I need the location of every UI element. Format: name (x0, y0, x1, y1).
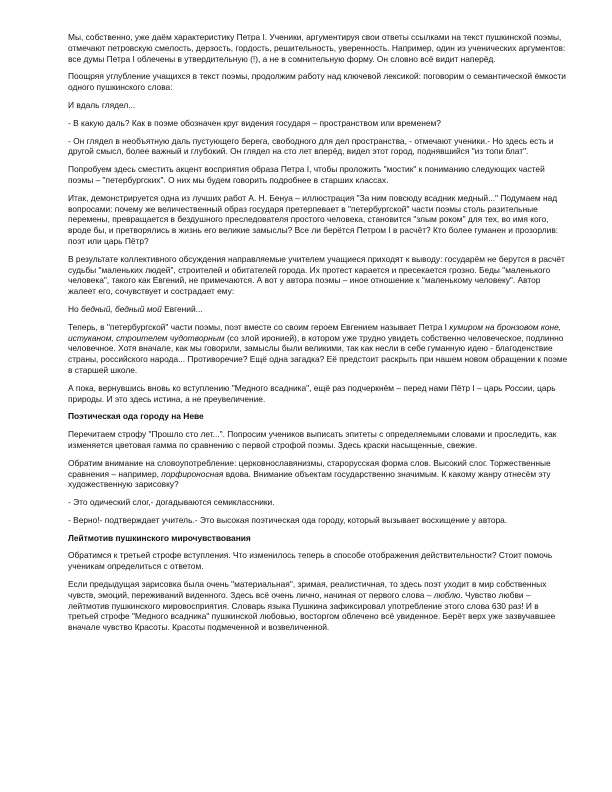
quote-poor-evgeny-italic: бедный, бедный мой (81, 303, 162, 314)
paragraph-teacher-confirms: - Верно!- подтверждает учитель.- Это высокая поэтическая ода городу, который вызывает восхищение у автора. (68, 514, 508, 525)
paragraph-collective-discussion: В результате коллективного обсуждения направляемые учителем учащиеся приходят к выводу: государём не берутся в расчёт судьбы "маленьких людей", строителей и обитателей города. Их протест карается и пресекается грозно. Беды "маленького человека", такого как Евгений, не примечаются. А вот у автора поэмы – иное отношение к "маленькому человеку". Автор жалеет его, сочувствует и сострадает ему: (68, 253, 565, 297)
paragraph-odic-style: - Это одический слог,- догадываются семиклассники. (68, 497, 275, 508)
quote-poor-evgeny-post: Евгений... (161, 303, 203, 314)
paragraph-benois-illustration: Итак, демонстрируется одна из лучших работ А. Н. Бенуа – иллюстрация "За ним повсюду всадник медный..." Подумаем над вопросами: почему же величественный образ государя претерпевает в "петербургской" части поэмы столь разительные перемены, превращается в бездушного преследователя простого человека, становится "злым роком" для тех, во имя кого, вроде бы, и претворялись в жизнь его великие замыслы? Все ли берётся Петром I в расчёт? Кто более гуманен и прозорлив: поэт или царь Пётр? (68, 192, 559, 246)
love-leitmotif-end: . Чувство любви – лейтмотив пушкинского мировосприятия. Словарь языка Пушкина зафиксировал употребление этого слова 630 раз! И в третьей строфе "Медного всадника" пушкинской любовью, восторгом облечено всё увиденное. Берёт верх уже зазвучавшее вначале чувство Красоты. Красоты подмеченной и возвеличенной. (68, 589, 556, 633)
paragraph-key-vocabulary: Поощряя углубление учащихся в текст поэмы, продолжим работу над ключевой лексикой: поговорим о семантической ёмкости одного пушкинского слова: (68, 71, 566, 93)
section-heading-leitmotif: Лейтмотив пушкинского мирочувствования (68, 532, 251, 543)
paragraph-reread-stanza: Перечитаем строфу "Прошло сто лет...". Попросим учеников выписать эпитеты с определяемыми словами и проследить, как изменяется цветовая гамма по сравнению с первой строфой поэмы. Здесь краски насыщенные, свежие. (68, 429, 557, 450)
petersburg-part-end: (со злой иронией), в котором уже трудно увидеть собственно человеческое, подлинно человечное. Хотя вначале, как мы говорили, замыслы были великими, так как несли в себе гуманную идею - благоденствие страны, российского народа... Противоречие? Ещё одна загадка? Её предстоит раскрыть при нашем новом обращении к поэме в старшей школе. (68, 332, 568, 375)
love-leitmotif-italic: люблю (433, 589, 461, 600)
paragraph-petersburg-part (68, 322, 570, 376)
paragraph-third-stanza: Обратимся к третьей строфе вступления. Что изменилось теперь в способе отображения действительности? Стоит помочь ученикам определиться с ответом. (68, 550, 553, 572)
word-usage-start: Обратим внимание на словоупотребление: церковнославянизмы, старорусская форма слов. Высокий слог. Торжественные сравнения – например, (68, 457, 551, 479)
petersburg-part-italic: кумиром на бронзовом коне, истуканом, строителем чудотворным (68, 321, 562, 343)
paragraph-return-to-intro: А пока, вернувшись вновь ко вступлению "Медного всадника", ещё раз подчеркнём – перед нами Пётр I – царь России, царь природы. И это здесь истина, а не преувеличение. (68, 382, 556, 404)
section-heading-ode: Поэтическая ода городу на Неве (68, 411, 204, 422)
quote-poor-evgeny (68, 304, 570, 315)
quote-looked-afar: И вдаль глядел... (68, 99, 136, 110)
love-leitmotif-start: Если предыдущая зарисовка была очень "материальная", зримая, реалистичная, то здесь поэт уходит в мир собственных чувств, эмоций, переживаний виденного. Здесь всё очень лично, начиная от первого слова – (68, 579, 547, 600)
petersburg-part-start: Теперь, в "петербургской" части поэмы, поэт вместе со своим героем Евгением называет Петра I (68, 321, 450, 332)
paragraph-peter-characteristics: Мы, собственно, уже даём характеристику Петра I. Ученики, аргументируя свои ответы ссылками на текст пушкинской поэмы, отмечают петровскую смелость, дерзость, гордость, решительность, уверенность. Например, один из ученических аргументов: все думы Петра I облечены в утвердительную (!), а не в сомнительную форму. Он словно всё видит наперёд. (68, 32, 566, 64)
paragraph-word-usage (68, 458, 570, 490)
word-usage-end: вдова. Внимание объектам государственно значимым. К какому жанру отнесём эту художественную зарисовку? (68, 468, 551, 490)
quote-poor-evgeny-pre: Но (68, 303, 82, 314)
paragraph-students-answer: - Он глядел в необъятную даль пустующего берега, свободного для дел пространства, - отмечают ученики.- Но здесь есть и другой смысл, более важный и глубокий. Он глядел на сто лет вперёд, видел этот город, поднявшийся "из топи блат". (68, 135, 554, 157)
word-usage-italic: порфироносная (161, 468, 224, 479)
question-which-distance: - В какую даль? Как в поэме обозначен круг видения государя – пространством или временем? (68, 117, 441, 128)
paragraph-love-leitmotif (68, 579, 570, 633)
paragraph-shift-accent: Попробуем здесь сместить акцент восприятия образа Петра I, чтобы проложить "мостик" к пониманию следующих частей поэмы – "петербургских". О них мы будем говорить подробнее в старших классах. (68, 164, 545, 185)
